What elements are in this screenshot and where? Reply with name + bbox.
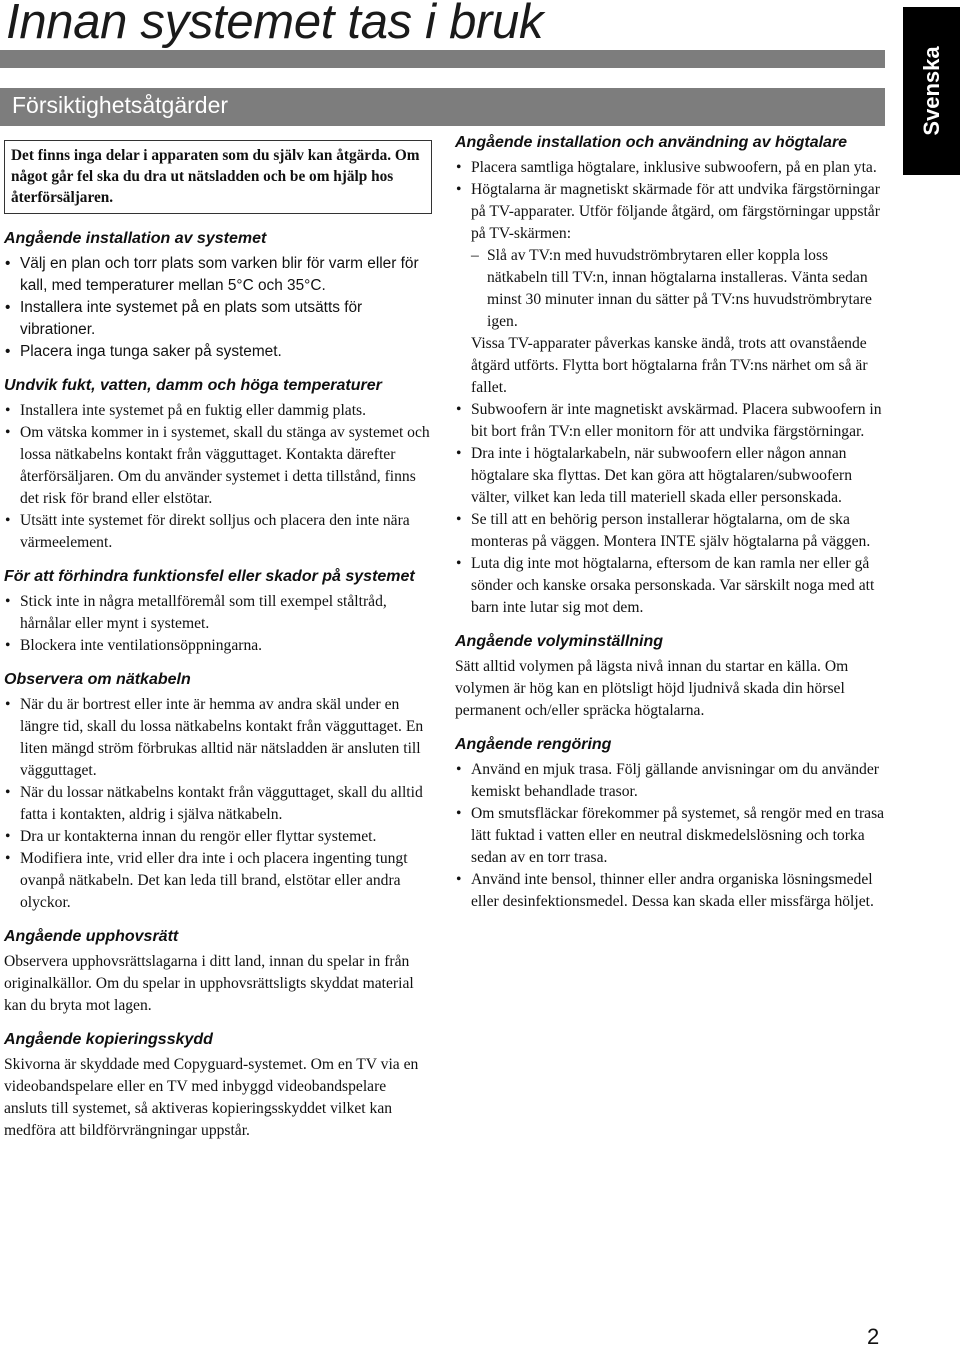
list-item-continuation: Vissa TV-apparater påverkas kanske ändå, trots att ovanstående åtgärd utförts. Flytta bort högtalarna från TV:ns närhet om så är fallet.: [471, 335, 868, 396]
moisture-section: [4, 375, 432, 554]
list-item: • Installera inte systemet på en fuktig eller dammig plats.: [4, 400, 432, 422]
title-rule: [0, 50, 885, 68]
speakers-list: [455, 157, 885, 619]
speakers-heading: Angående installation och användning av högtalare: [455, 134, 848, 151]
list-item: • Välj en plan och torr plats som varken blir för varm eller för kall, med temperaturer mellan 5°C och 35°C.: [4, 253, 432, 297]
list-item: • Placera inga tunga saker på systemet.: [4, 341, 432, 363]
list-item: • Om smutsfläckar förekommer på systemet, så rengör med en trasa lätt fuktad i vatten eller en neutral diskmedelslösning och torka sedan av en torr trasa.: [455, 803, 885, 869]
section-banner: [0, 88, 885, 126]
copy-protection-heading: Angående kopieringsskydd: [4, 1031, 213, 1048]
page-number: 2: [867, 1324, 880, 1349]
cleaning-list: [455, 759, 885, 913]
list-item: • Om vätska kommer in i systemet, skall du stänga av systemet och lossa nätkabelns kontakt från vägguttaget. Kontakta därefter återförsäljaren. Om du använder systemet i detta tillstånd, finns det risk för brand eller elstötar.: [4, 422, 432, 510]
volume-text: Sätt alltid volymen på lägsta nivå innan du startar en källa. Om volymen är hög kan en plötsligt höjd ljudnivå skada din hörsel permanent och/eller spräcka högtalarna.: [455, 658, 849, 719]
list-item: • Utsätt inte systemet för direkt solljus och placera den inte nära värmeelement.: [4, 510, 432, 554]
list-item: • Se till att en behörig person installerar högtalarna, om de ska monteras på väggen. Montera INTE själv högtalarna på väggen.: [455, 509, 885, 553]
cleaning-section: [455, 734, 885, 913]
language-tab-label: Svenska: [918, 46, 944, 136]
power-cable-heading: Observera om nätkabeln: [4, 671, 191, 688]
copyright-text: Observera upphovsrättslagarna i ditt land, innan du spelar in från originalkällor. Om du spelar in upphovsrättsligts skyddat material kan du bryta mot lagen.: [4, 953, 414, 1014]
list-item: [455, 179, 885, 399]
copyright-section: [4, 926, 432, 1017]
power-cable-section: [4, 669, 432, 914]
malfunction-list: [4, 591, 432, 657]
list-item: • Dra ur kontakterna innan du rengör eller flyttar systemet.: [4, 826, 432, 848]
left-column: [4, 140, 432, 1154]
speakers-section: [455, 132, 885, 619]
moisture-list: [4, 400, 432, 554]
malfunction-heading: För att förhindra funktionsfel eller skador på systemet: [4, 568, 415, 585]
warning-notice: Det finns inga delar i apparaten som du själv kan åtgärda. Om något går fel ska du dra ut nätsladden och be om hjälp hos återförsäljaren.: [4, 140, 432, 214]
language-tab: [903, 7, 960, 175]
copy-protection-section: [4, 1029, 432, 1142]
page-title: Innan systemet tas i bruk: [6, 0, 544, 49]
list-item: • Luta dig inte mot högtalarna, eftersom de kan ramla ner eller gå sönder och kanske orsaka personskada. Var särskilt noga med att barn inte lutar sig mot dem.: [455, 553, 885, 619]
installation-list: [4, 253, 432, 363]
volume-heading: Angående volyminställning: [455, 633, 664, 650]
list-item: • Använd inte bensol, thinner eller andra organiska lösningsmedel eller desinfektionsmedel. Dessa kan skada eller missfärga höljet.: [455, 869, 885, 913]
list-item: • Placera samtliga högtalare, inklusive subwoofern, på en plan yta.: [455, 157, 885, 179]
cleaning-heading: Angående rengöring: [455, 736, 612, 753]
power-cable-list: [4, 694, 432, 914]
sub-list-item: – Slå av TV:n med huvudströmbrytaren eller koppla loss nätkabeln till TV:n, innan högtalarna installeras. Vänta sedan minst 30 minuter innan du sätter på TV:ns huvudströmbrytare igen.: [471, 245, 885, 333]
copyright-heading: Angående upphovsrätt: [4, 928, 179, 945]
list-item: • Modifiera inte, vrid eller dra inte i och placera ingenting tungt ovanpå nätkabeln. Det kan leda till brand, elstötar eller andra olyckor.: [4, 848, 432, 914]
list-item: • Installera inte systemet på en plats som utsätts för vibrationer.: [4, 297, 432, 341]
malfunction-section: [4, 566, 432, 657]
volume-section: [455, 631, 885, 722]
moisture-heading: Undvik fukt, vatten, damm och höga temperaturer: [4, 377, 382, 394]
list-item: • Subwoofern är inte magnetiskt avskärmad. Placera subwoofern in bit bort från TV:n eller monitorn för att undvika färgstörningar.: [455, 399, 885, 443]
list-item: • Stick inte in några metallföremål som till exempel ståltråd, hårnålar eller mynt i systemet.: [4, 591, 432, 635]
right-column: [455, 132, 885, 925]
list-item: • När du lossar nätkabelns kontakt från vägguttaget, skall du alltid fatta i kontakten, aldrig i själva nätkabeln.: [4, 782, 432, 826]
installation-section: [4, 228, 432, 363]
installation-heading: Angående installation av systemet: [4, 230, 267, 247]
copy-protection-text: Skivorna är skyddade med Copyguard-systemet. Om en TV via en videobandspelare eller en TV med inbyggd videobandspelare ansluts till systemet, så aktiveras kopieringsskyddet vilket kan medföra att bildförvrängningar uppstår.: [4, 1056, 419, 1139]
list-item: • Använd en mjuk trasa. Följ gällande anvisningar om du använder kemiskt behandlade trasor.: [455, 759, 885, 803]
list-item: • Blockera inte ventilationsöppningarna.: [4, 635, 432, 657]
list-item: • Dra inte i högtalarkabeln, när subwoofern eller någon annan högtalare ska flyttas. Det kan göra att högtalaren/subwoofern välter, vilket kan leda till materiell skada eller personskada.: [455, 443, 885, 509]
list-item: • När du är bortrest eller inte är hemma av andra skäl under en längre tid, skall du lossa nätkabelns kontakt från vägguttaget. En liten mängd ström förbrukas alltid när nätsladden är ansluten till vägguttaget.: [4, 694, 432, 782]
list-item-text: Högtalarna är magnetiskt skärmade för att undvika färgstörningar på TV-apparater. Utför följande åtgärd, om färgstörningar uppstår på TV-skärmen:: [471, 181, 880, 242]
section-banner-title: Försiktighetsåtgärder: [12, 92, 229, 118]
